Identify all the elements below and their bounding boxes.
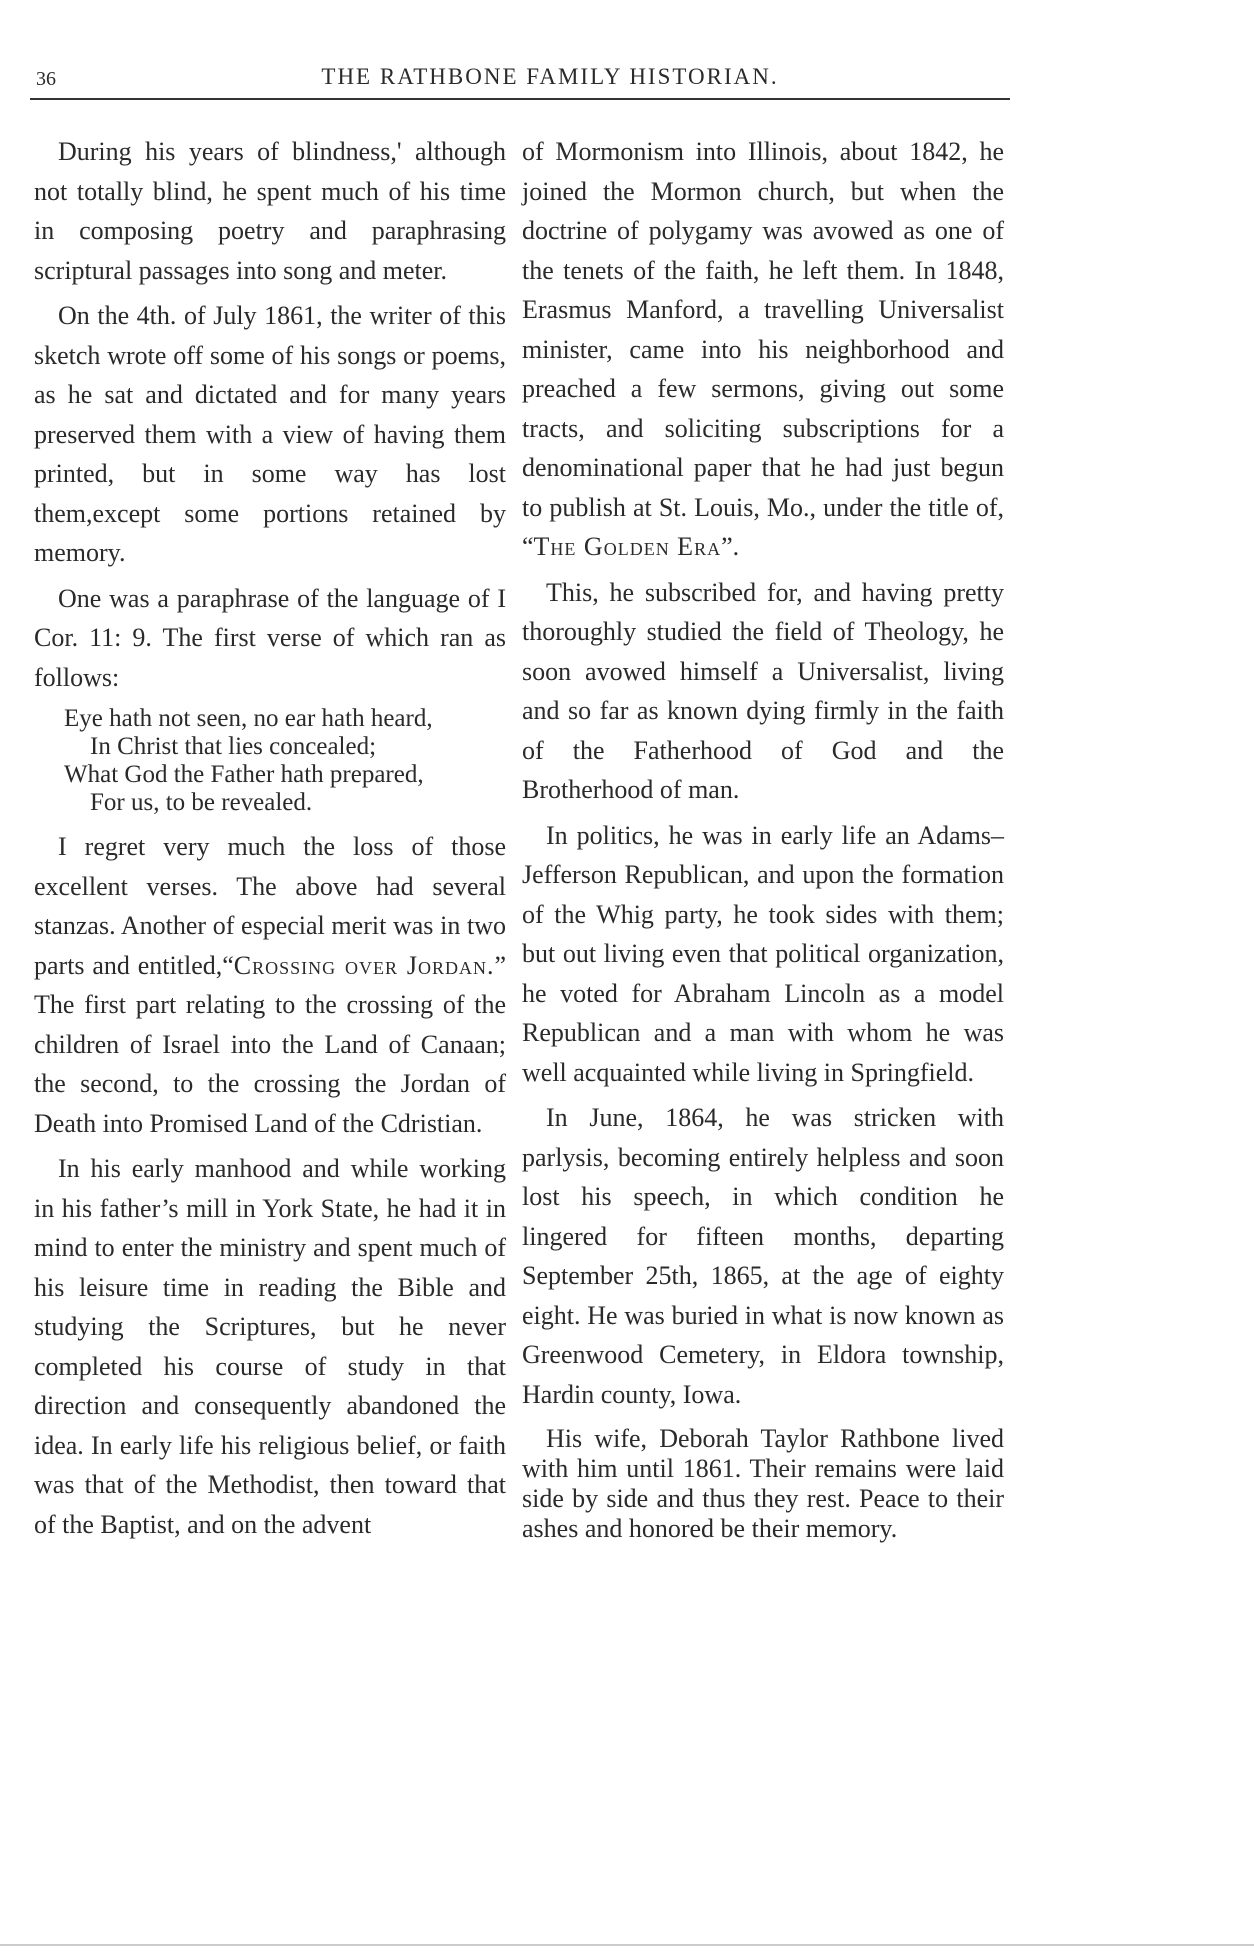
- paragraph-mormonism: [522, 132, 1004, 567]
- verse-line: Eye hath not seen, no ear hath heard,: [64, 705, 433, 732]
- paragraph-stricken: In June, 1864, he was stricken with parlysis, becoming entirely helpless and soon lost his speech, in which condition he lingered for fifteen months, departing September 25th, 1865, at the age of eighty eight. He was buried in what is now known as Greenwood Cemetery, in Eldora township, Hardin county, Iowa.: [522, 1103, 1004, 1409]
- left-column: [34, 132, 506, 1544]
- poem-title: Crossing over Jordan.: [233, 950, 495, 980]
- right-column: [522, 132, 1004, 1544]
- verse-block: [64, 705, 506, 817]
- paragraph-politics: In politics, he was in early life an Adams–Jefferson Republican, and upon the formation of the Whig party, he took sides with them; but out living even that political organization, he voted for Abraham Lincoln as a model Republican and a man with whom he was well acquainted while living in Springfield.: [522, 820, 1004, 1087]
- page-title: THE RATHBONE FAMILY HISTORIAN.: [321, 64, 779, 89]
- paragraph-mormonism-text-cont: ”.: [721, 532, 740, 561]
- paragraph-regret-text-cont: ” The first part relating to the crossing of the children of Israel into the Land of Canaan; the second, to the crossing the Jordan of Death into Promised Land of the Cdristian.: [34, 950, 506, 1138]
- paper-title: The Golden Era: [533, 532, 722, 561]
- paragraph-regret-text: I regret very much the loss of those excellent verses. The above had several stanzas. Another of especial merit was in two parts and entitled,“: [34, 832, 506, 980]
- page-header: [30, 58, 1010, 100]
- verse-line: In Christ that lies concealed;: [90, 733, 377, 760]
- paragraph-regret: [34, 827, 506, 1143]
- paragraph-mormonism-text: of Mormonism into Illinois, about 1842, he joined the Mormon church, but when the doctrine of polygamy was avowed as one of the tenets of the faith, he left them. In 1848, Erasmus Manford, a travelling Universalist minister, came into his neighborhood and preached a few sermons, giving out some tracts, and soliciting subscriptions for a denominational paper that he had just begun to publish at St. Louis, Mo., under the title of, “: [522, 137, 1004, 561]
- paragraph-songs: On the 4th. of July 1861, the writer of this sketch wrote off some of his songs or poems, as he sat and dictated and for many years preserved them with a view of having them printed, but in some way has lost them,except some portions retained by memory.: [34, 301, 506, 567]
- page-number: 36: [36, 68, 56, 90]
- verse-line: What God the Father hath prepared,: [64, 761, 424, 788]
- paragraph-subscribed: This, he subscribed for, and having pretty thoroughly studied the field of Theology, he soon avowed himself a Universalist, living and so far as known dying firmly in the faith of the Fatherhood of God and the Brotherhood of man.: [522, 577, 1004, 804]
- bottom-edge: [0, 1944, 1254, 1946]
- paragraph-manhood: In his early manhood and while working in his father’s mill in York State, he had it in mind to enter the ministry and spent much of his leisure time in reading the Bible and studying the Scriptures, but he never completed his course of study in that direction and consequently abandoned the idea. In early life his religious belief, or faith was that of the Methodist, then toward that of the Baptist, and on the advent: [34, 1154, 506, 1539]
- paragraph-wife: His wife, Deborah Taylor Rathbone lived with him until 1861. Their remains were laid side by side and thus they rest. Peace to their ashes and honored be their memory.: [522, 1424, 1004, 1543]
- paragraph-paraphrase: One was a paraphrase of the language of I Cor. 11: 9. The first verse of which ran as follows:: [34, 583, 506, 692]
- paragraph-blindness: During his years of blindness,' although not totally blind, he spent much of his time in composing poetry and paraphrasing scriptural passages into song and meter.: [34, 137, 506, 285]
- verse-line: For us, to be revealed.: [90, 789, 313, 816]
